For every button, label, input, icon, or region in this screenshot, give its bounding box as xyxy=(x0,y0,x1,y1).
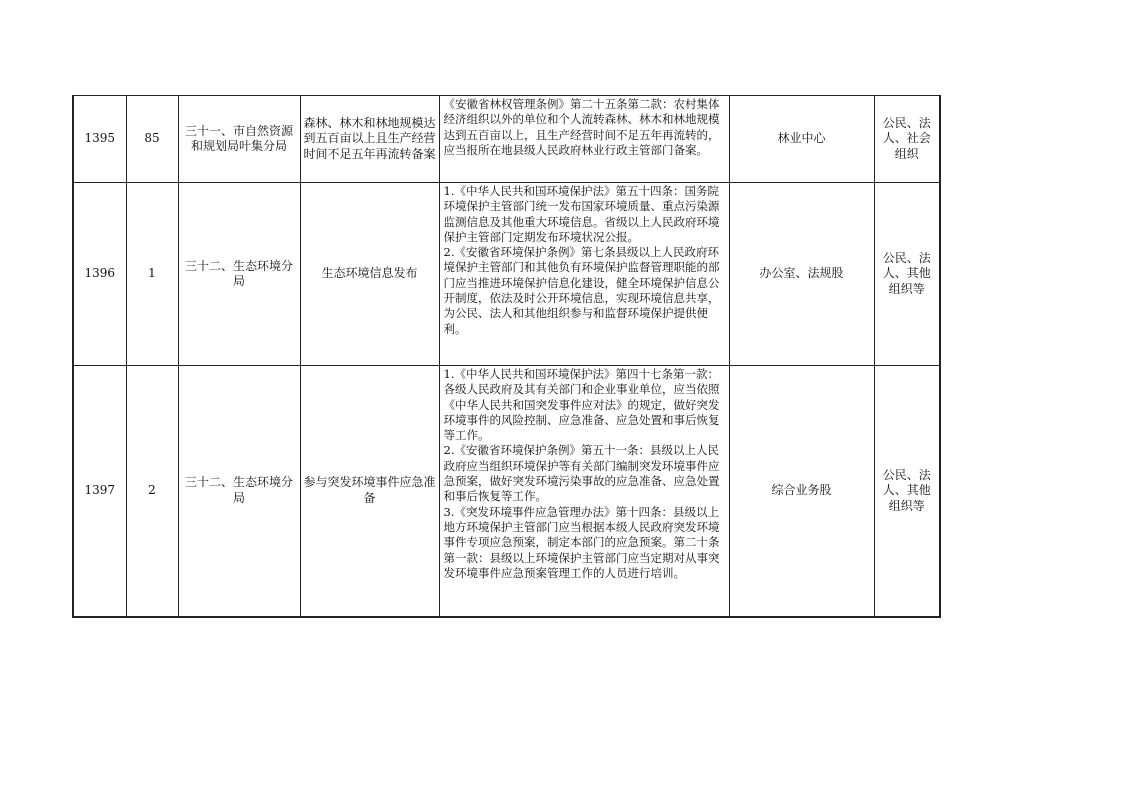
legal-basis-cell xyxy=(439,96,729,183)
table-row xyxy=(73,366,940,617)
matters-table xyxy=(72,95,941,618)
office-cell: 办公室、法规股 xyxy=(729,183,874,366)
table-row xyxy=(73,183,940,366)
sub-no-cell: 2 xyxy=(126,366,178,617)
dept-cell: 三十二、生态环境分局 xyxy=(178,183,300,366)
item-name-cell: 生态环境信息发布 xyxy=(300,183,439,366)
target-cell: 公民、法人、其他组织等 xyxy=(874,366,940,617)
seq-cell: 1396 xyxy=(73,183,126,366)
table-row xyxy=(73,96,940,183)
legal-basis-cell xyxy=(439,366,729,617)
legal-basis-paragraph: 2.《安徽省环境保护条例》第七条县级以上人民政府环境保护主管部门和其他负有环境保护监督管理职能的部门应当推进环境保护信息化建设，健全环境保护信息公开制度，依法及时公开环境信息，实现环境信息共享，为公民、法人和其他组织参与和监督环境保护提供便利。 xyxy=(443,245,720,336)
item-name-cell: 森林、林木和林地规模达到五百亩以上且生产经营时间不足五年再流转备案 xyxy=(300,96,439,183)
legal-basis-cell xyxy=(439,183,729,366)
legal-basis-paragraph: 2.《安徽省环境保护条例》第五十一条：县级以上人民政府应当组织环境保护等有关部门编制突发环境事件应急预案，做好突发环境污染事故的应急准备、应急处置和事后恢复等工作。 xyxy=(443,443,720,504)
office-cell: 综合业务股 xyxy=(729,366,874,617)
target-cell: 公民、法人、社会组织 xyxy=(874,96,940,183)
dept-cell: 三十二、生态环境分局 xyxy=(178,366,300,617)
sub-no-cell: 1 xyxy=(126,183,178,366)
sub-no-cell: 85 xyxy=(126,96,178,183)
seq-cell: 1397 xyxy=(73,366,126,617)
legal-basis-paragraph: 3.《突发环境事件应急管理办法》第十四条：县级以上地方环境保护主管部门应当根据本级人民政府突发环境事件专项应急预案，制定本部门的应急预案。第二十条第一款：县级以上环境保护主管部门应当定期对从事突发环境事件应急预案管理工作的人员进行培训。 xyxy=(443,504,720,580)
seq-cell: 1395 xyxy=(73,96,126,183)
legal-basis-paragraph: 1.《中华人民共和国环境保护法》第四十七条第一款：各级人民政府及其有关部门和企业事业单位，应当依照《中华人民共和国突发事件应对法》的规定，做好突发环境事件的风险控制、应急准备、应急处置和事后恢复等工作。 xyxy=(443,367,720,443)
office-cell: 林业中心 xyxy=(729,96,874,183)
target-cell: 公民、法人、其他组织等 xyxy=(874,183,940,366)
dept-cell: 三十一、市自然资源和规划局叶集分局 xyxy=(178,96,300,183)
legal-basis-paragraph: 1.《中华人民共和国环境保护法》第五十四条：国务院环境保护主管部门统一发布国家环境质量、重点污染源监测信息及其他重大环境信息。省级以上人民政府环境保护主管部门定期发布环境状况公报。 xyxy=(443,184,720,244)
legal-basis-paragraph: 《安徽省林权管理条例》第二十五条第二款：农村集体经济组织以外的单位和个人流转森林、林木和林地规模达到五百亩以上，且生产经营时间不足五年再流转的，应当报所在地县级人民政府林业行政主管部门备案。 xyxy=(443,97,720,157)
item-name-cell: 参与突发环境事件应急准备 xyxy=(300,366,439,617)
